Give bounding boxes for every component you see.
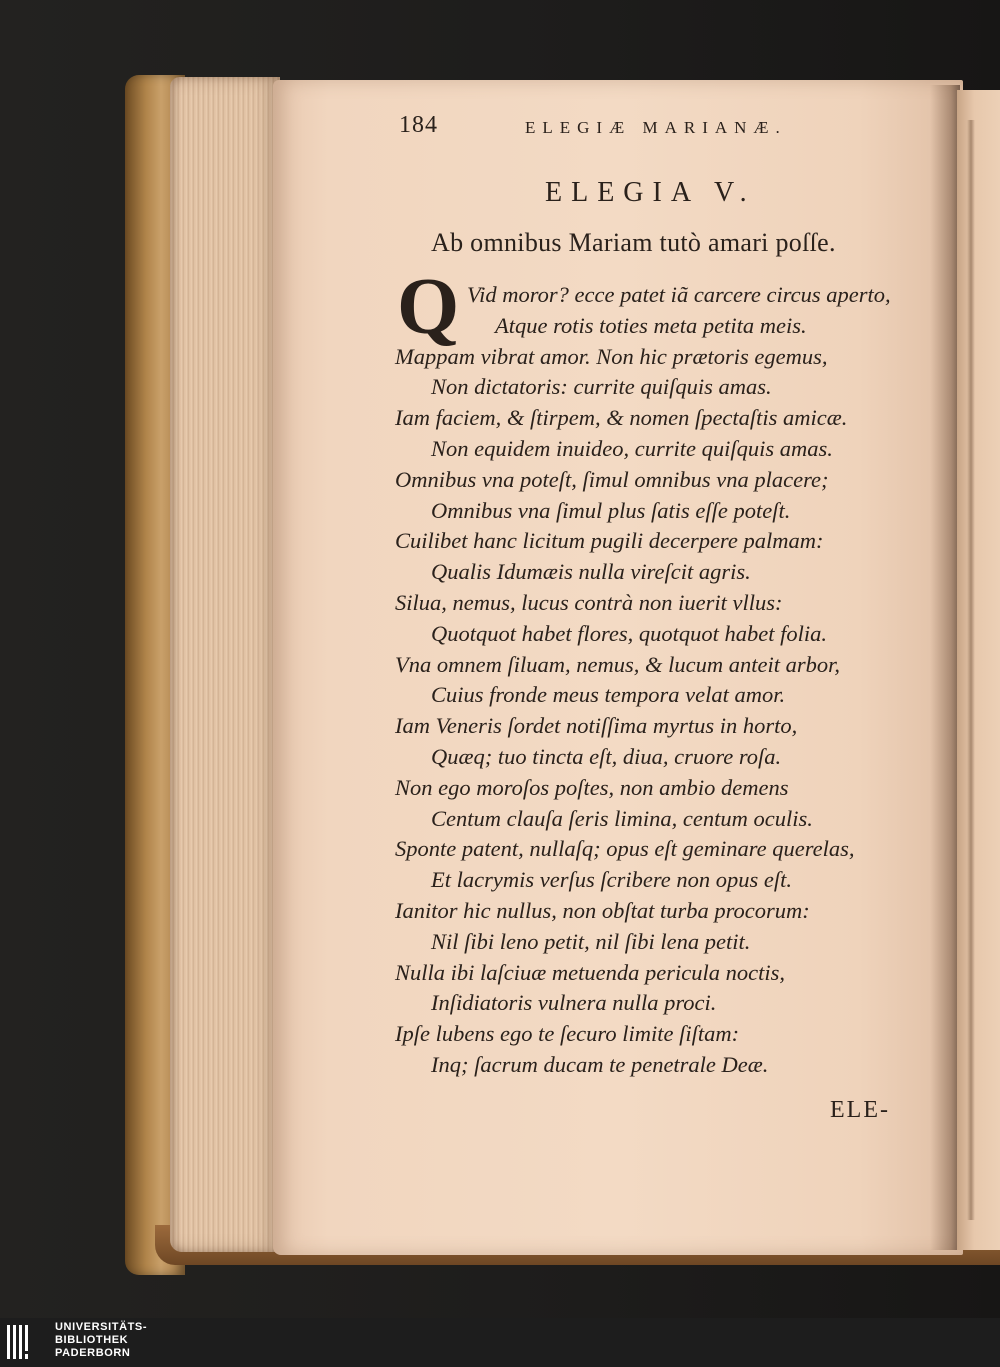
library-name-line: BIBLIOTHEK bbox=[55, 1334, 129, 1346]
verse-line: Non dictatoris: currite quiſquis amas. bbox=[431, 374, 772, 400]
verse-line: Omnibus vna ſimul plus ſatis eſſe poteſt. bbox=[431, 497, 791, 523]
running-head bbox=[395, 112, 815, 148]
verse-line: Omnibus vna poteſt, ſimul omnibus vna placere; bbox=[395, 466, 829, 492]
verse-line: Ianitor hic nullus, non obſtat turba procorum: bbox=[395, 897, 810, 923]
verse-line: Qualis Idumæis nulla vireſcit agris. bbox=[431, 559, 751, 585]
verse-line: Mappam vibrat amor. Non hic prætoris egemus, bbox=[395, 343, 828, 369]
verse-line: Ipſe lubens ego te ſecuro limite ſiſtam: bbox=[395, 1021, 740, 1047]
library-name-line: PADERBORN bbox=[55, 1347, 131, 1359]
gutter-shadow bbox=[930, 85, 960, 1250]
page-stack-edge bbox=[170, 77, 280, 1252]
verse-line: Cuilibet hanc licitum pugili decerpere palmam: bbox=[395, 528, 824, 554]
verse-line: Silua, nemus, lucus contrà non iuerit vllus: bbox=[395, 589, 783, 615]
verse-line: Non equidem inuideo, currite quiſquis amas. bbox=[431, 435, 833, 461]
verse-line: Vna omnem ſiluam, nemus, & lucum anteit arbor, bbox=[395, 651, 840, 677]
verse-lines bbox=[395, 280, 915, 1081]
verse-line: Iam Veneris ſordet notiſſima myrtus in horto, bbox=[395, 713, 798, 739]
verse-line: Atque rotis toties meta petita meis. bbox=[495, 312, 807, 338]
verse-line: Quotquot habet flores, quotquot habet folia. bbox=[431, 620, 828, 646]
elegy-heading: ELEGIA V. bbox=[545, 177, 756, 208]
page-number: 184 bbox=[399, 112, 438, 138]
verse-line: Et lacrymis verſus ſcribere non opus eſt. bbox=[431, 867, 792, 893]
verse-line: Inſidiatoris vulnera nulla proci. bbox=[431, 990, 717, 1016]
drop-cap: Q bbox=[397, 263, 460, 351]
university-library-logo-icon bbox=[6, 1323, 44, 1361]
verse-line: Nulla ibi laſciuæ metuenda pericula noctis, bbox=[395, 959, 785, 985]
verse-line: Centum clauſa ſeris limina, centum oculis. bbox=[431, 805, 813, 831]
verse-line: Nil ſibi leno petit, nil ſibi lena petit. bbox=[431, 928, 751, 954]
verse-line: Cuius fronde meus tempora velat amor. bbox=[431, 682, 786, 708]
library-name-line: UNIVERSITÄTS- bbox=[55, 1321, 148, 1333]
verse-line: Non ego moroſos poſtes, non ambio demens bbox=[395, 774, 789, 800]
verse-line: Sponte patent, nullaſq; opus eſt geminare querelas, bbox=[395, 836, 855, 862]
verse-line: Quæq; tuo tincta eſt, diua, cruore roſa. bbox=[431, 743, 782, 769]
verse-line: Inq; ſacrum ducam te penetrale Deæ. bbox=[431, 1051, 769, 1077]
catchword: ELE- bbox=[830, 1097, 890, 1123]
running-head-title: ELEGIÆ MARIANÆ. bbox=[525, 118, 787, 137]
footer-bar bbox=[0, 1318, 1000, 1367]
elegy-subtitle: Ab omnibus Mariam tutò amari poſſe. bbox=[431, 228, 836, 257]
facing-page bbox=[957, 90, 1000, 1250]
library-name bbox=[55, 1321, 147, 1360]
verse-line: Vid moror? ecce patet iã carcere circus aperto, bbox=[467, 282, 891, 307]
verse-line: Iam faciem, & ſtirpem, & nomen ſpectaſtis amicæ. bbox=[395, 405, 848, 431]
